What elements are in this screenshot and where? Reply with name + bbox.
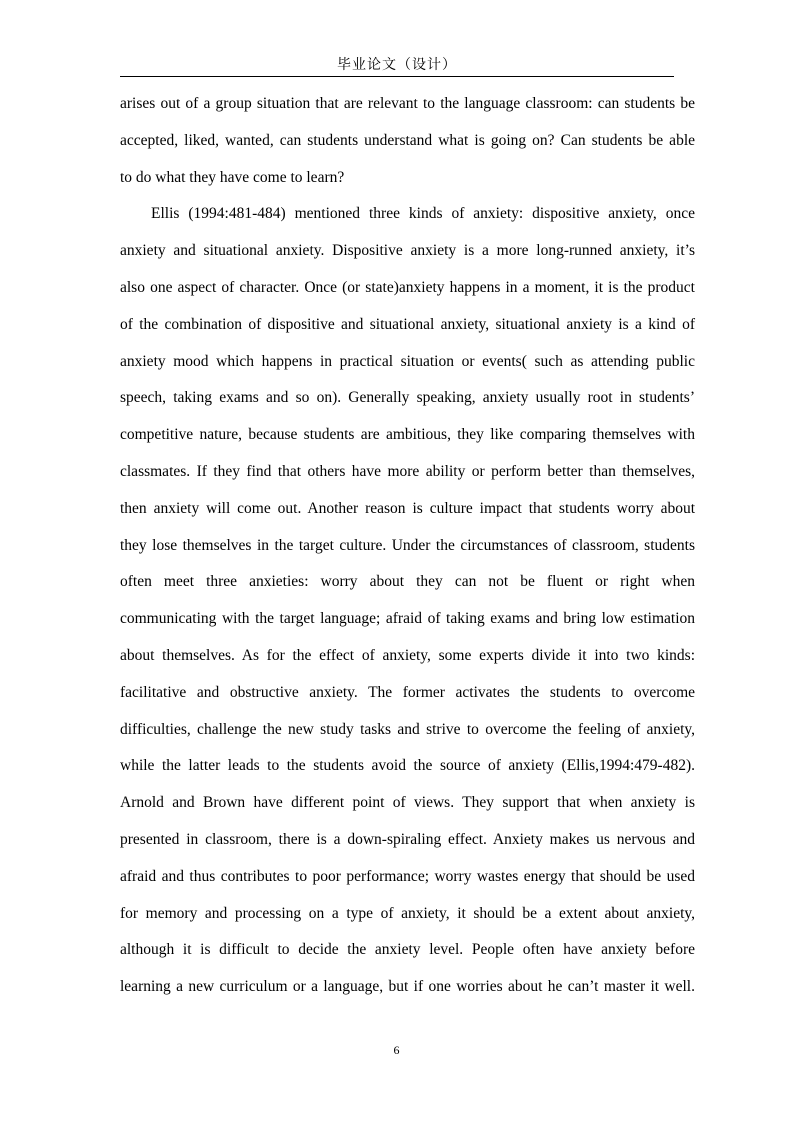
text-line: to do what they have come to learn? — [120, 168, 345, 186]
text-line: learning a new curriculum or a language, but if one worries about he can’t master it well. — [120, 978, 695, 996]
body-text — [120, 86, 695, 1006]
text-line: speech, taking exams and so on). Generally speaking, anxiety usually root in students’ — [120, 389, 695, 407]
text-line: facilitative and obstructive anxiety. The former activates the students to overcome — [120, 683, 695, 701]
text-line: while the latter leads to the students avoid the source of anxiety (Ellis,1994:479-482). — [120, 757, 695, 775]
text-line: Arnold and Brown have different point of views. They support that when anxiety is — [120, 794, 695, 812]
text-line: afraid and thus contributes to poor performance; worry wastes energy that should be used — [120, 867, 695, 885]
page-header — [120, 54, 674, 77]
text-line: for memory and processing on a type of anxiety, it should be a extent about anxiety, — [120, 904, 695, 922]
text-line: difficulties, challenge the new study tasks and strive to overcome the feeling of anxiety, — [120, 720, 695, 738]
header-title: 毕业论文（设计） — [337, 57, 457, 73]
text-line: communicating with the target language; afraid of taking exams and bring low estimation — [120, 610, 695, 628]
text-line: presented in classroom, there is a down-spiraling effect. Anxiety makes us nervous and — [120, 830, 695, 848]
text-line: about themselves. As for the effect of anxiety, some experts divide it into two kinds: — [120, 646, 695, 664]
text-line: although it is difficult to decide the anxiety level. People often have anxiety before — [120, 941, 695, 959]
text-line: often meet three anxieties: worry about they can not be fluent or right when — [120, 573, 695, 591]
text-line: of the combination of dispositive and situational anxiety, situational anxiety is a kind of — [120, 315, 695, 333]
text-line: then anxiety will come out. Another reason is culture impact that students worry about — [120, 499, 695, 517]
text-line: they lose themselves in the target culture. Under the circumstances of classroom, students — [120, 536, 695, 554]
text-line: classmates. If they find that others have more ability or perform better than themselves, — [120, 462, 695, 480]
paragraph-first-line: Ellis (1994:481-484) mentioned three kinds of anxiety: dispositive anxiety, once — [151, 205, 695, 223]
text-line: accepted, liked, wanted, can students understand what is going on? Can students be able — [120, 131, 695, 149]
text-line: competitive nature, because students are ambitious, they like comparing themselves with — [120, 426, 695, 444]
text-line: also one aspect of character. Once (or state)anxiety happens in a moment, it is the product — [120, 278, 695, 296]
text-line: anxiety and situational anxiety. Dispositive anxiety is a more long-runned anxiety, it’s — [120, 242, 695, 260]
text-line: anxiety mood which happens in practical situation or events( such as attending public — [120, 352, 695, 370]
text-line: arises out of a group situation that are relevant to the language classroom: can students be — [120, 95, 695, 112]
page-number: 6 — [393, 1043, 400, 1057]
